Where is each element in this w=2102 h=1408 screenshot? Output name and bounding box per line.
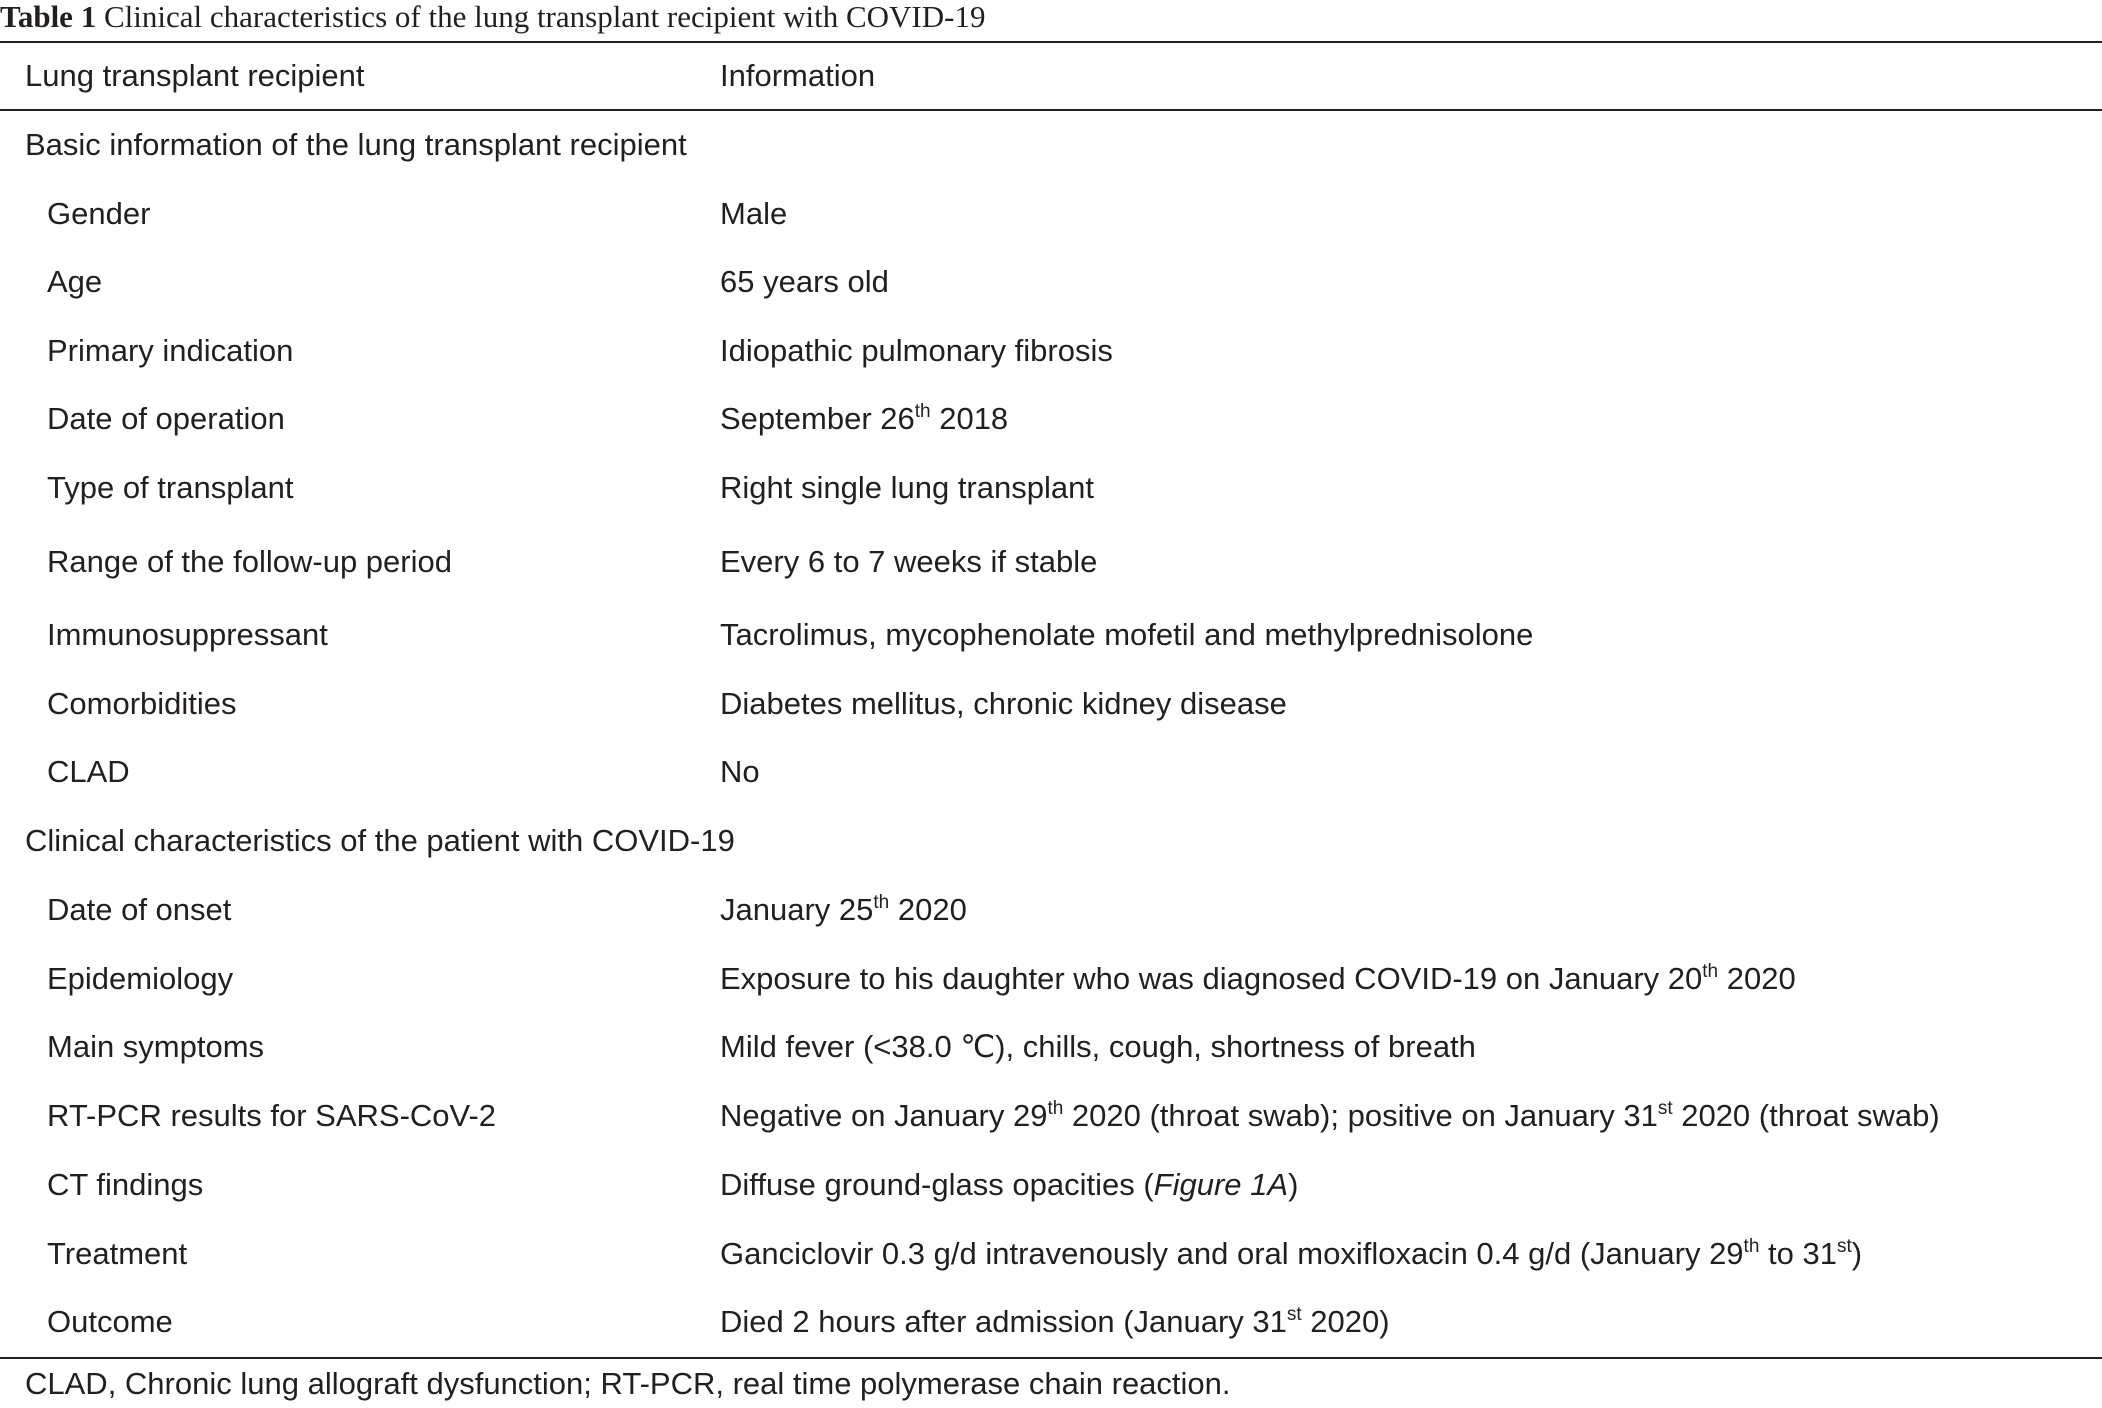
top-rule — [0, 41, 2102, 43]
header-col2: Information — [720, 58, 876, 93]
table-caption-text: Clinical characteristics of the lung transplant recipient with COVID-19 — [103, 0, 986, 34]
superscript: th — [873, 892, 890, 913]
value-text: January 25 — [720, 892, 874, 927]
row-value — [720, 196, 787, 232]
value-text: September 26 — [720, 401, 915, 436]
row-label: Gender — [47, 196, 151, 231]
row-value — [720, 544, 1097, 580]
value-text: 2018 — [930, 401, 1009, 436]
row-label: Primary indication — [47, 333, 294, 368]
header-rule — [0, 109, 2102, 111]
value-text: ) — [1288, 1167, 1299, 1202]
figure-reference: Figure 1A — [1153, 1167, 1289, 1202]
row-value — [720, 686, 1287, 722]
value-text: ) — [1851, 1236, 1863, 1271]
value-text: Male — [720, 196, 788, 231]
row-value — [720, 1167, 1298, 1203]
row-label: CT findings — [47, 1167, 204, 1202]
row-value — [720, 333, 1113, 369]
value-text: 2020 — [889, 892, 967, 927]
row-label: Age — [47, 264, 103, 299]
superscript: th — [1743, 1236, 1760, 1257]
row-label: Treatment — [47, 1236, 188, 1271]
value-text: Tacrolimus, mycophenolate mofetil and methylprednisolone — [720, 617, 1534, 652]
row-value — [720, 1304, 1390, 1340]
row-value — [720, 1029, 1476, 1065]
row-label: Range of the follow-up period — [47, 544, 452, 579]
section-title: Clinical characteristics of the patient with COVID-19 — [25, 823, 735, 858]
row-value — [720, 617, 1533, 653]
row-label: Comorbidities — [47, 686, 237, 721]
row-value — [720, 1236, 1862, 1272]
value-text: Negative on January 29 — [720, 1098, 1048, 1133]
superscript: st — [1286, 1304, 1302, 1325]
value-text: Exposure to his daughter who was diagnosed COVID-19 on January 20 — [720, 961, 1703, 996]
value-text: 65 years old — [720, 264, 889, 299]
table-caption-label: Table 1 — [0, 0, 97, 34]
table-caption — [0, 0, 985, 40]
row-label: Main symptoms — [47, 1029, 265, 1064]
row-value — [720, 892, 967, 928]
superscript: st — [1657, 1098, 1673, 1119]
value-text: Ganciclovir 0.3 g/d intravenously and oral moxifloxacin 0.4 g/d (January 29 — [720, 1236, 1744, 1271]
row-label: RT-PCR results for SARS-CoV-2 — [47, 1098, 497, 1133]
table-footnote: CLAD, Chronic lung allograft dysfunction; RT-PCR, real time polymerase chain reaction. — [25, 1366, 1231, 1401]
row-label: Outcome — [47, 1304, 173, 1339]
value-text: Idiopathic pulmonary fibrosis — [720, 333, 1113, 368]
value-text: 2020 — [1718, 961, 1796, 996]
value-text: No — [720, 754, 760, 789]
value-text: Diffuse ground-glass opacities ( — [720, 1167, 1154, 1202]
row-value — [720, 264, 889, 300]
superscript: st — [1836, 1236, 1852, 1257]
row-value — [720, 1098, 1940, 1134]
row-value — [720, 754, 760, 790]
row-label: CLAD — [47, 754, 130, 789]
value-text: Mild fever (<38.0 ℃), chills, cough, shortness of breath — [720, 1029, 1476, 1064]
bottom-rule — [0, 1357, 2102, 1359]
value-text: to 31 — [1759, 1236, 1837, 1271]
row-label: Epidemiology — [47, 961, 234, 996]
section-title: Basic information of the lung transplant recipient — [25, 127, 687, 162]
value-text: 2020) — [1301, 1304, 1390, 1339]
value-text: 2020 (throat swab) — [1672, 1098, 1940, 1133]
row-label: Date of operation — [47, 401, 285, 436]
superscript: th — [1047, 1098, 1064, 1119]
row-value — [720, 470, 1094, 506]
value-text: Diabetes mellitus, chronic kidney disease — [720, 686, 1287, 721]
value-text: Died 2 hours after admission (January 31 — [720, 1304, 1287, 1339]
value-text: 2020 (throat swab); positive on January 31 — [1063, 1098, 1658, 1133]
value-text: Right single lung transplant — [720, 470, 1094, 505]
value-text: Every 6 to 7 weeks if stable — [720, 544, 1098, 579]
superscript: th — [1702, 961, 1719, 982]
row-value — [720, 961, 1796, 997]
superscript: th — [914, 401, 931, 422]
row-label: Type of transplant — [47, 470, 294, 505]
header-col1: Lung transplant recipient — [25, 58, 365, 93]
row-label: Immunosuppressant — [47, 617, 328, 652]
row-label: Date of onset — [47, 892, 232, 927]
row-value — [720, 401, 1008, 437]
